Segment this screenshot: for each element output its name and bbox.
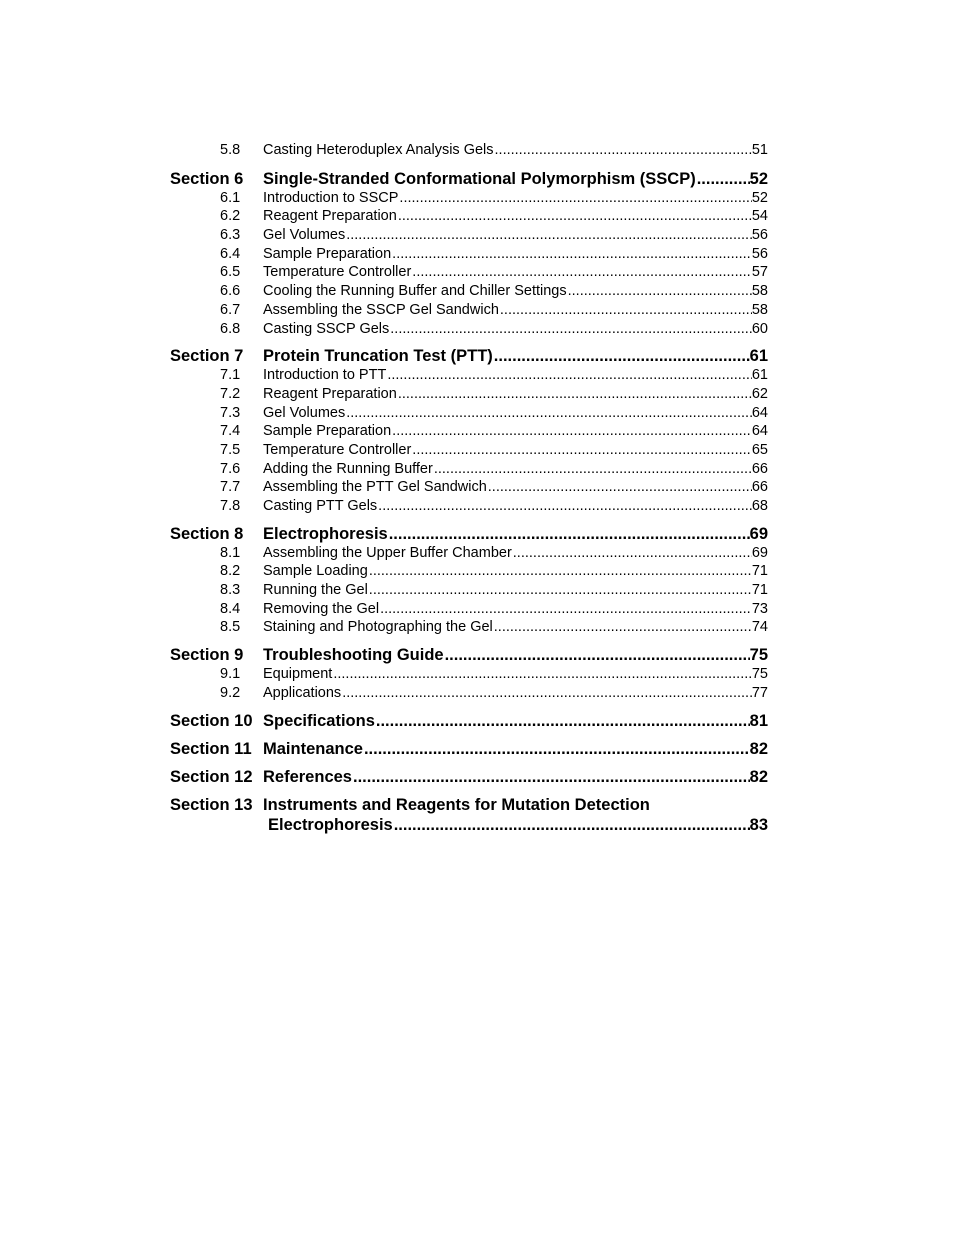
- entry-page: 77: [751, 684, 768, 701]
- dot-leader: [342, 684, 752, 703]
- toc-entry[interactable]: [170, 263, 768, 282]
- entry-title: Cooling the Running Buffer and Chiller Settings: [263, 283, 567, 300]
- dot-leader: [412, 263, 752, 282]
- toc-entry[interactable]: [170, 562, 768, 581]
- section-title-line-2: Electrophoresis: [268, 815, 393, 834]
- entry-page: 52: [751, 189, 768, 206]
- entry-page: 65: [751, 441, 768, 458]
- dot-leader: [488, 478, 752, 497]
- section-heading[interactable]: [170, 739, 768, 759]
- entry-title: Sample Preparation: [263, 245, 392, 262]
- dot-leader: [369, 562, 752, 581]
- entry-page: 56: [751, 227, 768, 244]
- dot-leader: [392, 245, 752, 264]
- entry-number: 9.2: [220, 684, 241, 701]
- dot-leader: [376, 711, 750, 731]
- toc-section-13: [170, 795, 768, 835]
- entry-page: 73: [751, 600, 768, 617]
- toc-entry[interactable]: [170, 320, 768, 339]
- section-heading[interactable]: [170, 645, 768, 665]
- toc-entry[interactable]: [170, 665, 768, 684]
- toc-entry[interactable]: [170, 497, 768, 516]
- entry-page: 71: [751, 582, 768, 599]
- section-page: 75: [749, 646, 768, 665]
- toc-entry[interactable]: [170, 282, 768, 301]
- entry-number: 7.6: [220, 460, 241, 477]
- entry-page: 69: [751, 544, 768, 561]
- dot-leader: [389, 524, 750, 544]
- entry-number: 8.3: [220, 582, 241, 599]
- section-title-line-1: Instruments and Reagents for Mutation Detection: [263, 795, 650, 814]
- dot-leader: [495, 141, 752, 160]
- entry-page: 57: [751, 264, 768, 281]
- dot-leader: [399, 189, 751, 208]
- toc-entry[interactable]: [170, 245, 768, 264]
- entry-title: Sample Preparation: [263, 423, 392, 440]
- section-title: Protein Truncation Test (PTT): [263, 347, 493, 366]
- toc-entry[interactable]: [170, 460, 768, 479]
- entry-title: Gel Volumes: [263, 404, 346, 421]
- entry-page: 64: [751, 423, 768, 440]
- entry-number: 6.6: [220, 283, 241, 300]
- entry-number: 7.3: [220, 404, 241, 421]
- dot-leader: [500, 301, 752, 320]
- toc-entry[interactable]: [170, 684, 768, 703]
- entry-page: 56: [751, 245, 768, 262]
- section-heading[interactable]: [170, 524, 768, 544]
- table-of-contents: [170, 141, 768, 835]
- toc-entry[interactable]: [170, 226, 768, 245]
- section-number: Section 7: [170, 347, 244, 366]
- entry-page: 74: [751, 619, 768, 636]
- entry-title: Assembling the PTT Gel Sandwich: [263, 479, 487, 496]
- section-number: Section 10: [170, 711, 253, 730]
- entry-title: Casting Heteroduplex Analysis Gels: [263, 142, 494, 158]
- entry-page: 54: [751, 208, 768, 225]
- dot-leader: [333, 665, 752, 684]
- entry-number: 8.5: [220, 619, 241, 636]
- toc-section-8: [170, 524, 768, 637]
- section-page: 81: [749, 711, 768, 730]
- entry-number: 6.3: [220, 227, 241, 244]
- dot-leader: [513, 544, 752, 563]
- entry-number: 8.2: [220, 563, 241, 580]
- entry-title: Adding the Running Buffer: [263, 460, 433, 477]
- section-title: Single-Stranded Conformational Polymorphism (SSCP): [263, 169, 696, 188]
- entry-number: 6.2: [220, 208, 241, 225]
- entry-number: 9.1: [220, 666, 241, 683]
- entry-number: 6.1: [220, 189, 241, 206]
- section-page: 82: [749, 739, 768, 758]
- entry-title: Casting PTT Gels: [263, 498, 378, 514]
- entry-page: 64: [751, 404, 768, 421]
- section-title: Electrophoresis: [263, 524, 388, 543]
- dot-leader: [398, 207, 752, 226]
- entry-title: Staining and Photographing the Gel: [263, 619, 493, 636]
- entry-page: 68: [751, 498, 768, 514]
- section-page: 82: [749, 767, 768, 786]
- toc-section-11: [170, 739, 768, 759]
- entry-title: Reagent Preparation: [263, 385, 397, 402]
- toc-entry[interactable]: [170, 618, 768, 637]
- entry-page: 75: [751, 666, 768, 683]
- toc-entry[interactable]: [170, 385, 768, 404]
- entry-number: 8.1: [220, 544, 241, 561]
- dot-leader: [353, 767, 750, 787]
- entry-page: 51: [751, 142, 768, 158]
- entry-title: Running the Gel: [263, 582, 368, 599]
- section-number: Section 8: [170, 524, 244, 543]
- toc-section-6: [170, 169, 768, 339]
- dot-leader: [346, 404, 752, 423]
- entry-number: 7.1: [220, 367, 241, 384]
- section-title: References: [263, 767, 352, 786]
- entry-page: 71: [751, 563, 768, 580]
- section-heading[interactable]: [170, 169, 768, 189]
- entry-number: 7.5: [220, 441, 241, 458]
- entry-number: 7.4: [220, 423, 241, 440]
- toc-entry[interactable]: [170, 478, 768, 497]
- toc-entry[interactable]: [170, 207, 768, 226]
- entry-number: 7.2: [220, 385, 241, 402]
- section-number: Section 6: [170, 169, 244, 188]
- entry-title: Reagent Preparation: [263, 208, 397, 225]
- section-page: 52: [749, 169, 768, 188]
- dot-leader: [398, 385, 752, 404]
- entry-title: Assembling the Upper Buffer Chamber: [263, 544, 512, 561]
- dot-leader: [494, 618, 752, 637]
- section-heading[interactable]: [170, 795, 768, 815]
- toc-entry[interactable]: [170, 422, 768, 441]
- dot-leader: [412, 441, 752, 460]
- section-number: Section 13: [170, 795, 253, 814]
- section-title: Maintenance: [263, 739, 363, 758]
- toc-entry[interactable]: [170, 404, 768, 423]
- section-page: 61: [749, 347, 768, 366]
- toc-entry[interactable]: [170, 441, 768, 460]
- dot-leader: [369, 581, 752, 600]
- entry-number: 6.4: [220, 245, 241, 262]
- dot-leader: [697, 169, 750, 189]
- entry-title: Applications: [263, 684, 342, 701]
- section-title: Troubleshooting Guide: [263, 646, 444, 665]
- entry-number: 6.5: [220, 264, 241, 281]
- entry-title: Temperature Controller: [263, 264, 412, 281]
- toc-entry-5-8[interactable]: [170, 141, 768, 160]
- toc-section-7: [170, 346, 768, 516]
- entry-title: Gel Volumes: [263, 227, 346, 244]
- entry-number: 8.4: [220, 600, 241, 617]
- toc-section-12: [170, 767, 768, 787]
- section-heading[interactable]: [170, 346, 768, 366]
- entry-page: 58: [751, 283, 768, 300]
- section-page: 69: [749, 524, 768, 543]
- toc-entry[interactable]: [170, 366, 768, 385]
- entry-number: 7.8: [220, 498, 241, 514]
- section-heading[interactable]: [170, 767, 768, 787]
- entry-number: 7.7: [220, 479, 241, 496]
- entry-title: Casting SSCP Gels: [263, 320, 390, 337]
- entry-title: Temperature Controller: [263, 441, 412, 458]
- dot-leader: [378, 497, 752, 516]
- dot-leader: [390, 320, 752, 339]
- section-number: Section 9: [170, 646, 244, 665]
- toc-entry[interactable]: [170, 544, 768, 563]
- entry-title: Equipment: [263, 666, 333, 683]
- section-heading-continued[interactable]: [170, 815, 768, 835]
- entry-page: 62: [751, 385, 768, 402]
- entry-title: Introduction to SSCP: [263, 189, 399, 206]
- dot-leader: [434, 460, 752, 479]
- entry-title: Assembling the SSCP Gel Sandwich: [263, 301, 499, 318]
- toc-entry[interactable]: [170, 581, 768, 600]
- toc-section-9: [170, 645, 768, 702]
- toc-entry[interactable]: [170, 301, 768, 320]
- entry-page: 60: [751, 320, 768, 337]
- entry-number: 6.7: [220, 301, 241, 318]
- dot-leader: [392, 422, 752, 441]
- dot-leader: [394, 815, 750, 835]
- toc-section-10: [170, 711, 768, 731]
- dot-leader: [387, 366, 752, 385]
- entry-title: Removing the Gel: [263, 600, 380, 617]
- entry-page: 58: [751, 301, 768, 318]
- toc-entry[interactable]: [170, 189, 768, 208]
- dot-leader: [568, 282, 752, 301]
- section-page: 83: [749, 815, 768, 834]
- entry-title: Introduction to PTT: [263, 367, 387, 384]
- entry-title: Sample Loading: [263, 563, 368, 580]
- section-number: Section 11: [170, 739, 252, 758]
- entry-page: 66: [751, 460, 768, 477]
- section-number: Section 12: [170, 767, 253, 786]
- toc-entry[interactable]: [170, 600, 768, 619]
- entry-number: 6.8: [220, 320, 241, 337]
- entry-number: 5.8: [220, 142, 241, 158]
- section-heading[interactable]: [170, 711, 768, 731]
- dot-leader: [445, 645, 750, 665]
- dot-leader: [494, 346, 750, 366]
- entry-page: 61: [751, 367, 768, 384]
- entry-page: 66: [751, 479, 768, 496]
- dot-leader: [346, 226, 752, 245]
- dot-leader: [380, 600, 752, 619]
- section-title: Specifications: [263, 711, 375, 730]
- dot-leader: [364, 739, 750, 759]
